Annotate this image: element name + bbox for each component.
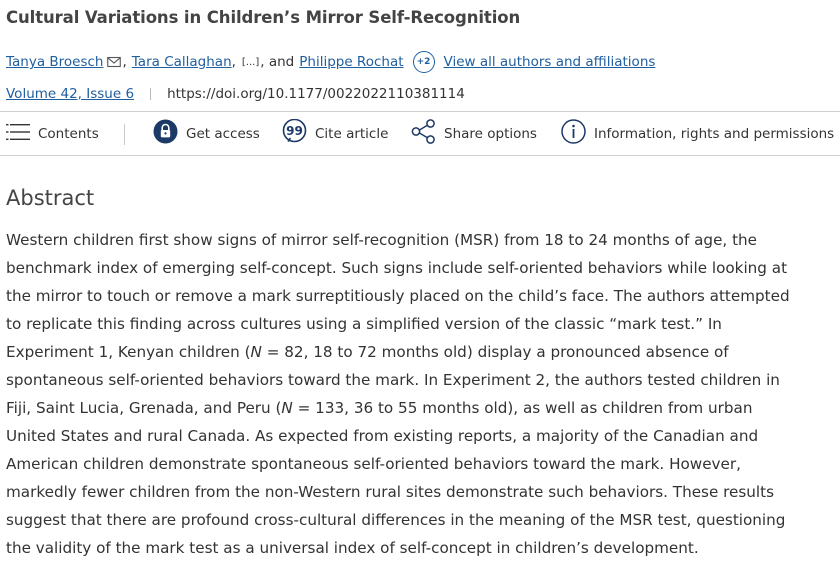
- lock-icon: [153, 119, 178, 148]
- contents-label: Contents: [38, 125, 99, 142]
- get-access-label: Get access: [186, 125, 260, 142]
- quote-icon: [282, 119, 307, 148]
- abstract-body: [6, 226, 806, 562]
- abstract-text: Western children first show signs of mirror self-recognition (MSR) from 18 to 24 months of age, the benchmark index of emerging self-concept. Such signs include self-oriented behaviors while looking at the mirror to touch or remove a mark surreptitiously placed on the child’s face. The authors attempted to replicate this finding across cultures using a simplified version of the classic “mark test.” In Experiment 1, Kenyan children (: [6, 231, 790, 361]
- article-title: Cultural Variations in Children’s Mirror Self-Recognition: [6, 8, 521, 27]
- list-icon: [6, 121, 30, 147]
- cite-article-label: Cite article: [315, 125, 389, 142]
- author-link-callaghan[interactable]: Tara Callaghan: [131, 54, 232, 70]
- doi-text[interactable]: https://doi.org/10.1177/0022022110381114: [167, 86, 465, 102]
- authors-ellipsis[interactable]: [...]: [241, 56, 260, 68]
- sample-size-symbol: N: [250, 343, 262, 361]
- information-rights-label: Information, rights and permissions: [594, 125, 835, 142]
- information-rights-button[interactable]: [561, 112, 834, 155]
- abstract-text: = 133, 36 to 55 months old), as well as children from urban United States and rural Canada. As expected from existing reports, a majority of the Canadian and American children demonstrate spontaneous self-oriented behaviors toward the mark. However, markedly fewer children from the non-Western rural sites demonstrate such behaviors. These results suggest that there are profound cross-cultural differences in the meaning of the MSR test, questioning the validity of the mark test as a universal index of self-concept in children’s development.: [6, 399, 786, 557]
- abstract-paragraph: [6, 226, 806, 562]
- author-separator: ,: [122, 54, 127, 70]
- view-all-authors-link[interactable]: View all authors and affiliations: [443, 54, 656, 70]
- sample-size-symbol: N: [281, 399, 293, 417]
- volume-issue-link[interactable]: Volume 42, Issue 6: [6, 86, 135, 102]
- more-authors-badge[interactable]: +2: [413, 51, 435, 73]
- cite-article-button[interactable]: [282, 112, 388, 155]
- contents-button[interactable]: [6, 112, 99, 155]
- share-options-label: Share options: [444, 125, 537, 142]
- author-link-broesch[interactable]: Tanya Broesch: [6, 54, 104, 70]
- toolbar-divider: [124, 124, 125, 145]
- author-separator: ,: [231, 54, 236, 70]
- authors-and: , and: [260, 54, 295, 70]
- email-icon[interactable]: [107, 56, 121, 68]
- share-icon: [411, 119, 436, 148]
- share-options-button[interactable]: [411, 112, 537, 155]
- article-toolbar: [0, 111, 840, 156]
- info-icon: [561, 119, 586, 148]
- meta-divider: [150, 88, 151, 100]
- abstract-heading: Abstract: [6, 186, 95, 210]
- svg-text:99: 99: [286, 124, 303, 138]
- author-link-rochat[interactable]: Philippe Rochat: [299, 54, 404, 70]
- author-list: [6, 52, 655, 72]
- get-access-button[interactable]: [153, 112, 260, 155]
- article-meta: [6, 85, 465, 103]
- abstract-text: = 82, 18 to 72 months old) display a pronounced absence of spontaneous self-oriented behaviors toward the mark. In Experiment 2, the authors tested children in Fiji, Saint Lucia, Grenada, and Peru (: [6, 343, 780, 417]
